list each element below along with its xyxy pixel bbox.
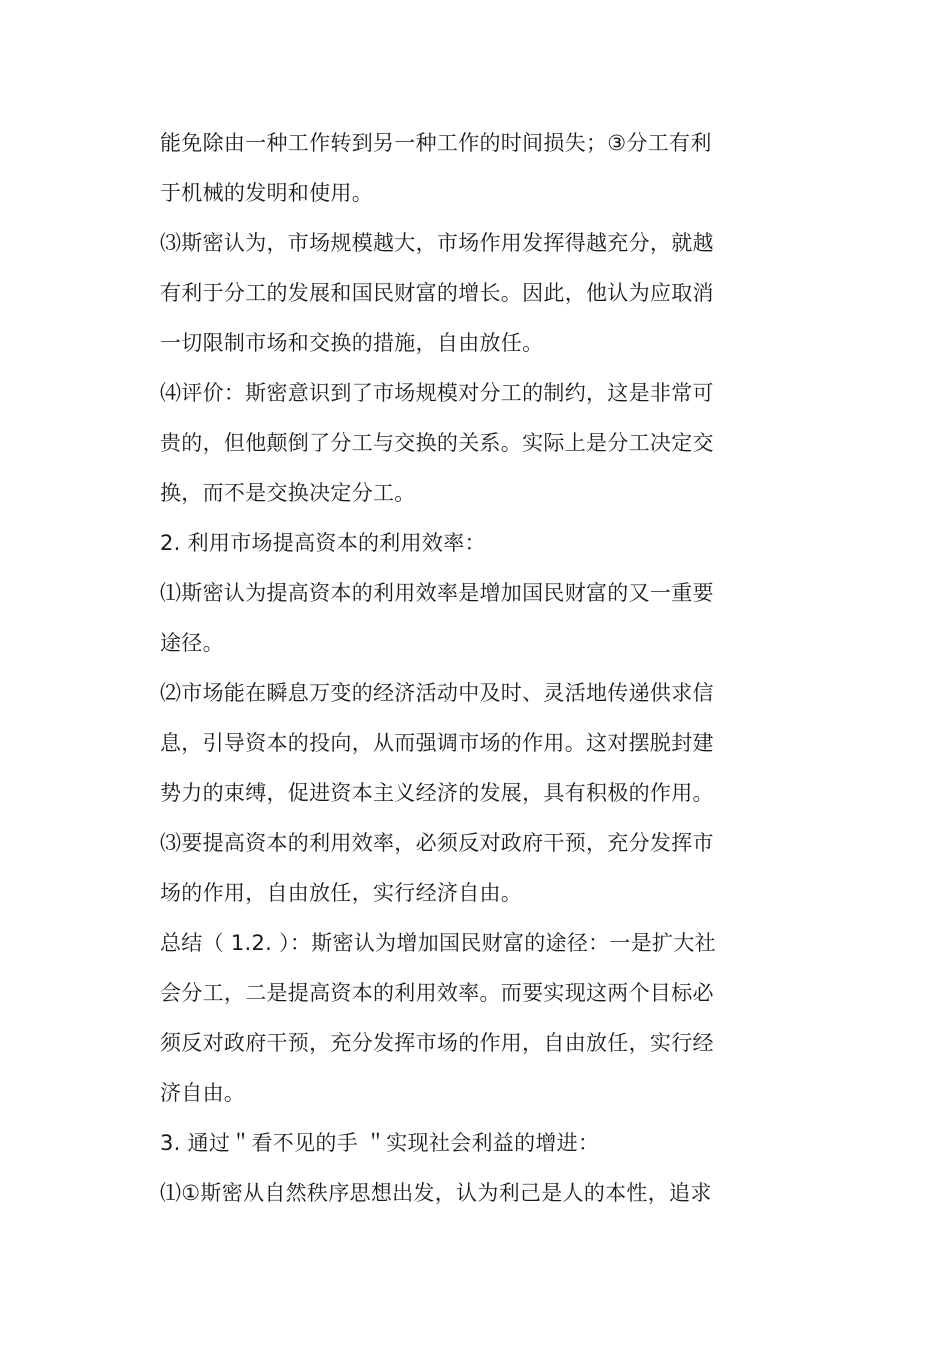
document-body: [160, 118, 750, 1218]
text-line: 势力的束缚，促进资本主义经济的发展，具有积极的作用。: [160, 781, 714, 805]
section-heading-capital-efficiency: [160, 518, 750, 568]
paragraph-division-benefits: [160, 118, 750, 218]
text-line: 途径。: [160, 631, 224, 655]
text-line: 一切限制市场和交换的措施，自由放任。: [160, 331, 544, 355]
text-line: 场的作用，自由放任，实行经济自由。: [160, 881, 523, 905]
text-line: ⑴①斯密从自然秩序思想出发，认为利己是人的本性，追求: [160, 1181, 712, 1205]
text-line: 2. 利用市场提高资本的利用效率：: [160, 531, 486, 555]
text-line: 济自由。: [160, 1081, 246, 1105]
text-line: ⑶要提高资本的利用效率，必须反对政府干预，充分发挥市: [160, 831, 714, 855]
text-line: 息，引导资本的投向，从而强调市场的作用。这对摆脱封建: [160, 731, 714, 755]
paragraph-summary: [160, 918, 750, 1118]
text-line: 有利于分工的发展和国民财富的增长。因此，他认为应取消: [160, 281, 714, 305]
paragraph-market-scale: [160, 218, 750, 368]
paragraph-oppose-intervention: [160, 818, 750, 918]
text-line: ⑴斯密认为提高资本的利用效率是增加国民财富的又一重要: [160, 581, 714, 605]
paragraph-market-information: [160, 668, 750, 818]
paragraph-natural-order: [160, 1168, 750, 1218]
text-line: ⑶斯密认为，市场规模越大，市场作用发挥得越充分，就越: [160, 231, 714, 255]
text-line: 能免除由一种工作转到另一种工作的时间损失；③分工有利: [160, 131, 712, 155]
text-line: ⑵市场能在瞬息万变的经济活动中及时、灵活地传递供求信: [160, 681, 714, 705]
text-line: 贵的，但他颠倒了分工与交换的关系。实际上是分工决定交: [160, 431, 714, 455]
paragraph-capital-efficiency: [160, 568, 750, 668]
text-line: 总结（ 1.2. ）：斯密认为增加国民财富的途径：一是扩大社: [160, 931, 716, 955]
text-line: ⑷评价：斯密意识到了市场规模对分工的制约，这是非常可: [160, 381, 714, 405]
text-line: 须反对政府干预，充分发挥市场的作用，自由放任，实行经: [160, 1031, 714, 1055]
text-line: 会分工，二是提高资本的利用效率。而要实现这两个目标必: [160, 981, 714, 1005]
text-line: 于机械的发明和使用。: [160, 181, 373, 205]
section-heading-invisible-hand: [160, 1118, 750, 1168]
paragraph-evaluation: [160, 368, 750, 518]
text-line: 换，而不是交换决定分工。: [160, 481, 416, 505]
text-line: 3. 通过＂看不见的手 ＂实现社会利益的增进：: [160, 1131, 600, 1155]
